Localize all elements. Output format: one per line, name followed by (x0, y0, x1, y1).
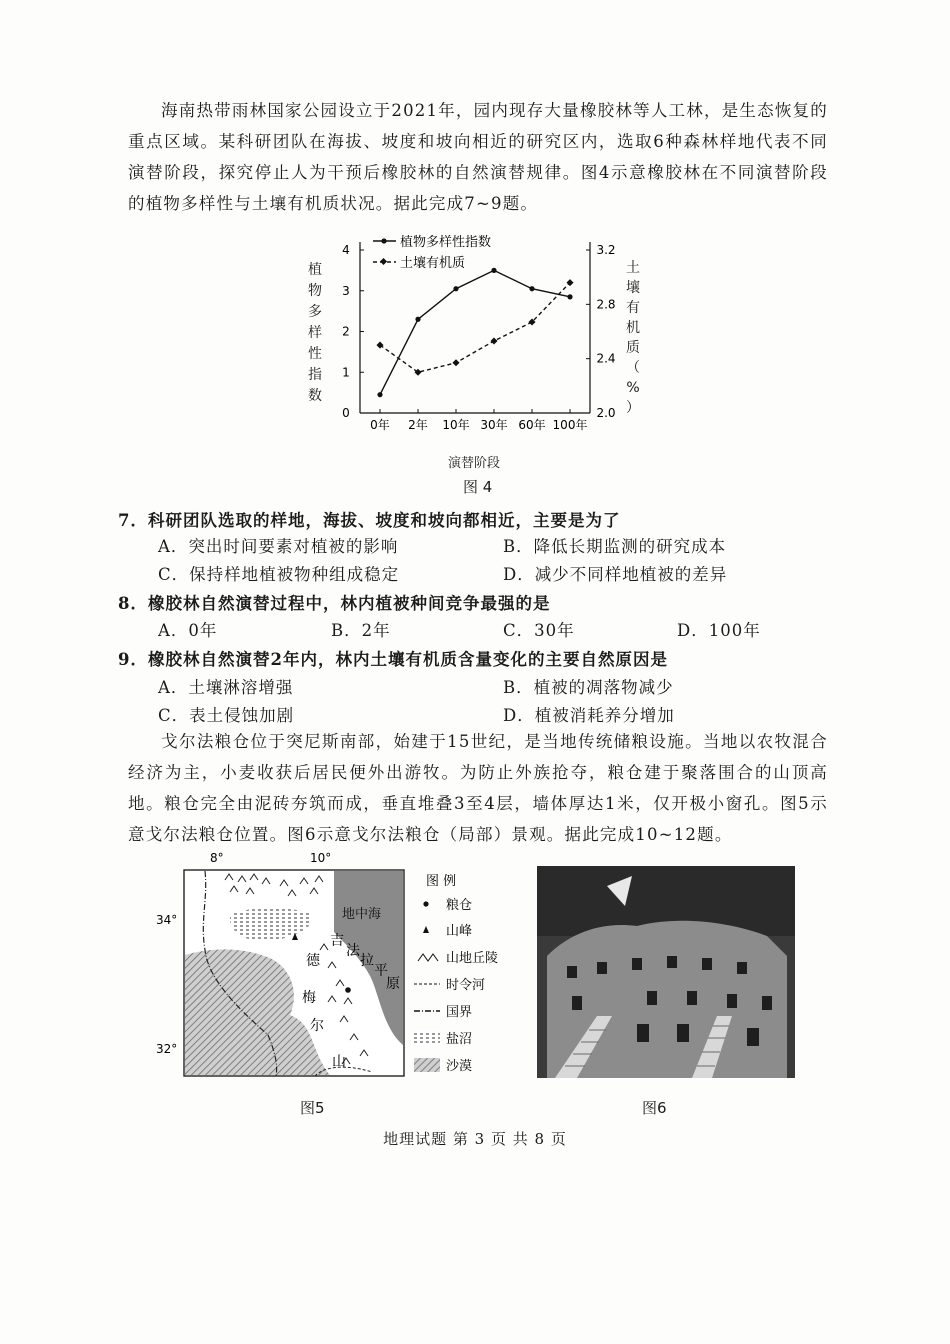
q9-option-d: D．植被消耗养分增加 (503, 706, 675, 725)
left-axis-char: 多 (308, 304, 322, 320)
left-axis-char: 指 (308, 367, 322, 383)
left-axis-char: 数 (308, 388, 322, 404)
figure5-caption: 图5 (300, 1099, 325, 1117)
left-tick-label: 4 (342, 243, 350, 257)
page-footer: 地理试题 第 3 页 共 8 页 (383, 1130, 567, 1148)
left-axis-char: 植 (308, 262, 322, 278)
q7-option-c: C．保持样地植被物种组成稳定 (158, 565, 400, 584)
soil-point (566, 279, 573, 286)
left-tick-label: 2 (342, 324, 350, 339)
q8-option-b: B．2年 (331, 621, 391, 640)
diversity-point (491, 268, 496, 273)
left-tick-label: 1 (342, 365, 350, 380)
x-tick-label: 100年 (552, 418, 588, 432)
x-tick-label: 0年 (370, 418, 390, 432)
legend-marsh: 盐沼 (446, 1032, 473, 1047)
legend-border: 国界 (446, 1005, 473, 1020)
q8-option-a: A．0年 (158, 621, 218, 640)
soil-point (452, 359, 459, 366)
left-axis-char: 性 (308, 346, 322, 362)
right-axis-char: ） (626, 400, 640, 416)
granary-marker (345, 987, 351, 993)
q9-option-b: B．植被的凋落物减少 (503, 678, 674, 697)
diversity-series-line (380, 270, 570, 394)
map-legend (414, 874, 498, 1074)
figure6-caption: 图6 (642, 1099, 667, 1117)
left-tick-label: 0 (342, 406, 350, 420)
x-axis-title: 演替阶段 (448, 456, 501, 471)
plain-char: 吉 (330, 933, 344, 949)
intro-paragraph-1 (128, 95, 828, 219)
question-8-stem: 8．橡胶林自然演替过程中，林内植被种间竞争最强的是 (118, 594, 551, 613)
q8-option-c: C．30年 (503, 621, 575, 640)
diversity-point (453, 286, 458, 291)
q7-option-d: D．减少不同样地植被的差异 (503, 565, 728, 584)
right-axis-char: % (626, 380, 640, 396)
diversity-point (377, 392, 382, 397)
q7-option-a: A．突出时间要素对植被的影响 (158, 537, 399, 556)
right-tick-label: 3.2 (596, 243, 616, 257)
sea-label: 地中海 (342, 907, 382, 922)
mountain-char: 山 (332, 1054, 346, 1070)
right-axis-char: 土 (626, 260, 640, 276)
intro-paragraph-2 (128, 726, 828, 850)
mountain-char: 德 (306, 953, 320, 969)
lon-10-label: 10° (310, 851, 332, 865)
right-tick-label: 2.8 (596, 297, 616, 312)
right-tick-label: 2.4 (596, 351, 616, 366)
diversity-point (529, 286, 534, 291)
legend-peak: 山峰 (446, 924, 473, 939)
right-axis-char: 质 (626, 340, 640, 356)
plain-char: 原 (386, 976, 400, 992)
q9-option-c: C．表土侵蚀加剧 (158, 706, 295, 725)
left-tick-label: 3 (342, 283, 350, 298)
figure5-map (150, 840, 520, 1085)
right-axis-char: 机 (626, 320, 640, 336)
plain-char: 法 (346, 943, 360, 959)
legend-hills: 山地丘陵 (446, 951, 499, 966)
intro-text-2: 戈尔法粮仓位于突尼斯南部，始建于15世纪，是当地传统储粮设施。当地以农牧混合经济为主，小麦收获后居民便外出游牧。为防止外族抢夺，粮仓建于聚落围合的山顶高地。粮仓完全由泥砖夯筑而成，垂直堆叠3至4层，墙体厚达1米，仅开极小窗孔。图5示意戈尔法粮仓位置。图6示意戈尔法粮仓（局部）景观。据此完成10~12题。 (128, 732, 828, 844)
diversity-point (567, 294, 572, 299)
legend-soil-label: 土壤有机质 (400, 256, 466, 271)
right-axis-label (624, 258, 642, 418)
q9-option-a: A．土壤淋溶增强 (158, 678, 294, 697)
soil-point (490, 337, 497, 344)
legend-desert: 沙漠 (446, 1059, 473, 1074)
legend-river: 时令河 (446, 978, 486, 993)
diversity-point (415, 317, 420, 322)
legend-title: 图 例 (426, 874, 457, 889)
soil-series-line (380, 283, 570, 373)
figure6-photo (537, 866, 795, 1078)
x-tick-label: 30年 (480, 418, 508, 432)
granary-legend-icon (423, 901, 428, 906)
intro-text-1: 海南热带雨林国家公园设立于2021年，园内现存大量橡胶林等人工林，是生态恢复的重点区域。某科研团队在海拔、坡度和坡向相近的研究区内，选取6种森林样地代表不同演替阶段，探究停止人为干预后橡胶林的自然演替规律。图4示意橡胶林在不同演替阶段的植物多样性与土壤有机质状况。据此完成7~9题。 (128, 101, 828, 213)
right-axis-char: 壤 (626, 280, 640, 296)
q8-option-d: D．100年 (677, 621, 761, 640)
right-axis-char: （ (626, 360, 640, 376)
desert-legend-icon (414, 1058, 440, 1072)
question-7-stem: 7．科研团队选取的样地，海拔、坡度和坡向都相近，主要是为了 (118, 511, 621, 530)
question-9-stem: 9．橡胶林自然演替2年内，林内土壤有机质含量变化的主要自然原因是 (118, 650, 668, 669)
legend-granary: 粮仓 (446, 898, 473, 913)
x-tick-label: 2年 (408, 418, 428, 432)
q7-option-b: B．降低长期监测的研究成本 (503, 537, 727, 556)
figure4-chart (300, 228, 640, 473)
right-tick-label: 2.0 (596, 406, 616, 420)
lat-34-label: 34° (156, 913, 178, 927)
right-axis-char: 有 (626, 300, 640, 316)
lon-8-label: 8° (210, 851, 224, 865)
hill-legend-icon (418, 954, 438, 961)
legend-diversity-label: 植物多样性指数 (400, 235, 492, 250)
left-axis-char: 样 (308, 325, 322, 341)
legend-soil-marker (380, 258, 387, 265)
x-tick-label: 10年 (442, 418, 470, 432)
x-tick-label: 60年 (518, 418, 546, 432)
peak-legend-icon (423, 926, 429, 933)
plain-char: 平 (374, 963, 388, 979)
left-axis-char: 物 (308, 283, 322, 299)
mountain-char: 梅 (302, 990, 316, 1006)
figure4-caption: 图 4 (463, 478, 493, 496)
plain-char: 拉 (360, 953, 374, 969)
lat-32-label: 32° (156, 1042, 178, 1056)
mountain-char: 尔 (310, 1018, 324, 1034)
legend-diversity-marker (381, 238, 386, 243)
left-axis-label (306, 260, 324, 407)
marsh-legend-icon (414, 1031, 440, 1045)
